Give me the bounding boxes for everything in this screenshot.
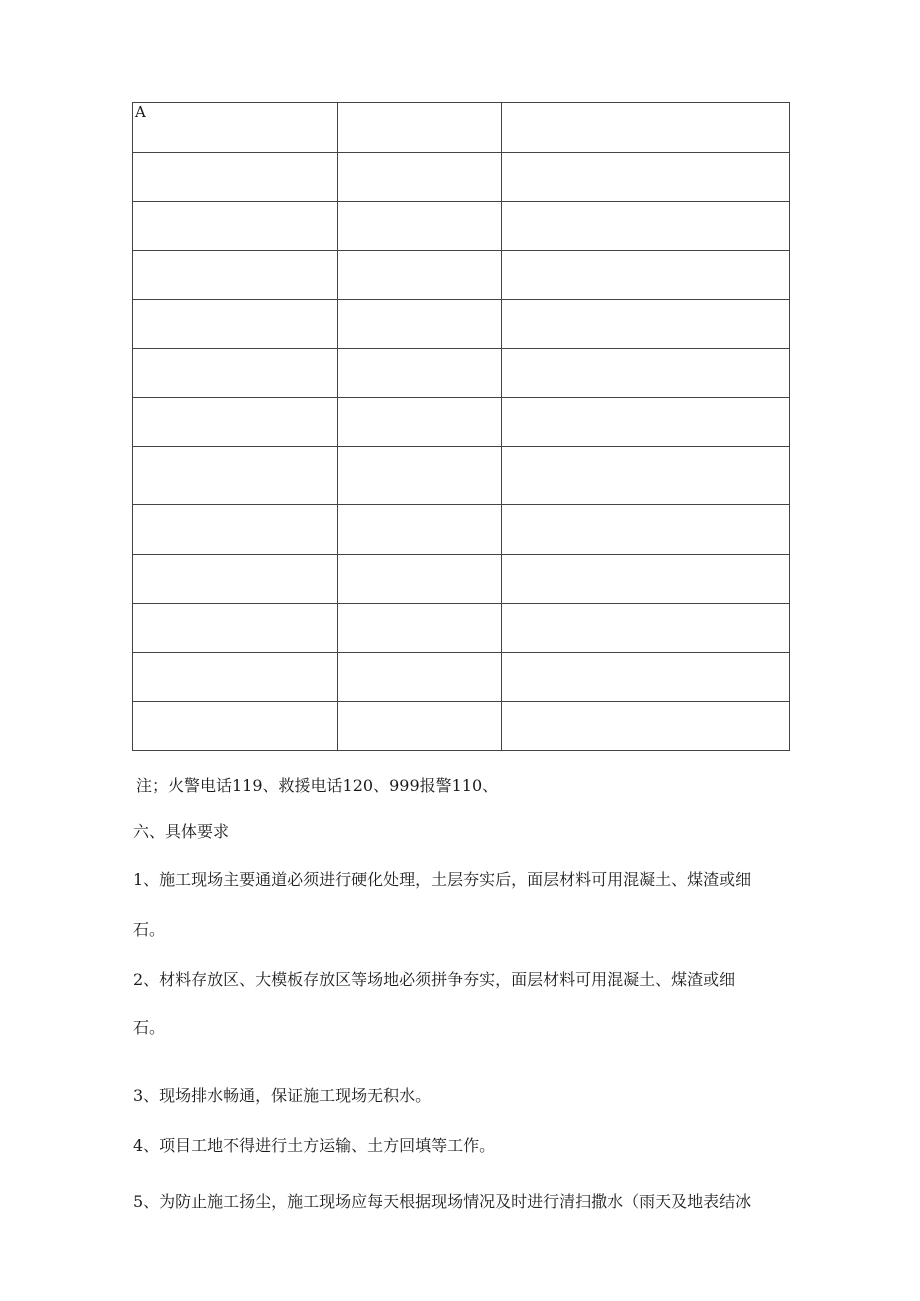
table-cell <box>502 349 790 398</box>
table-cell <box>502 653 790 702</box>
table-row <box>133 447 790 505</box>
table-cell <box>338 604 502 653</box>
table-row <box>133 251 790 300</box>
table-cell <box>133 300 338 349</box>
table-cell <box>133 505 338 555</box>
table-cell <box>133 251 338 300</box>
table-cell <box>502 300 790 349</box>
table-cell <box>338 555 502 604</box>
table-row <box>133 202 790 251</box>
table-cell <box>133 398 338 447</box>
table-cell <box>133 153 338 202</box>
table-cell <box>338 300 502 349</box>
requirement-line: 1、施工现场主要通道必须进行硬化处理，土层夯实后，面层材料可用混凝土、煤渣或细 <box>133 870 752 889</box>
table-row <box>133 103 790 153</box>
table-cell <box>133 555 338 604</box>
section-title: 六、具体要求 <box>133 822 230 841</box>
table-row <box>133 300 790 349</box>
table-cell <box>502 202 790 251</box>
table-cell <box>502 702 790 751</box>
table-row <box>133 505 790 555</box>
table-cell <box>338 103 502 153</box>
requirement-line: 5、为防止施工扬尘，施工现场应每天根据现场情况及时进行清扫撒水（雨天及地表结冰 <box>133 1192 752 1211</box>
table-row <box>133 653 790 702</box>
table-row <box>133 349 790 398</box>
table-row <box>133 555 790 604</box>
table-cell <box>338 153 502 202</box>
table-cell <box>338 505 502 555</box>
table-row <box>133 604 790 653</box>
table-cell <box>338 251 502 300</box>
table-cell: A <box>133 103 338 153</box>
contact-table <box>132 102 790 751</box>
table-cell <box>338 447 502 505</box>
table-cell <box>502 153 790 202</box>
table-row <box>133 398 790 447</box>
table-cell <box>502 103 790 153</box>
table-cell <box>502 251 790 300</box>
table-cell <box>338 702 502 751</box>
table-cell <box>133 349 338 398</box>
table-cell <box>133 702 338 751</box>
requirement-line: 4、项目工地不得进行土方运输、土方回填等工作。 <box>133 1136 496 1155</box>
table-row <box>133 153 790 202</box>
table-cell <box>133 447 338 505</box>
table-cell <box>133 202 338 251</box>
table-cell <box>338 349 502 398</box>
table-cell <box>502 505 790 555</box>
requirement-line: 2、材料存放区、大模板存放区等场地必须拼争夯实，面层材料可用混凝土、煤渣或细 <box>133 970 736 989</box>
table-row <box>133 702 790 751</box>
table-cell <box>502 447 790 505</box>
requirement-line: 石。 <box>133 920 166 939</box>
table-cell <box>133 653 338 702</box>
table-cell <box>133 604 338 653</box>
table-cell <box>502 604 790 653</box>
table-cell <box>338 202 502 251</box>
table-cell <box>502 555 790 604</box>
table-cell <box>338 653 502 702</box>
requirement-line: 石。 <box>133 1018 166 1037</box>
table-cell <box>338 398 502 447</box>
requirement-line: 3、现场排水畅通，保证施工现场无积水。 <box>133 1086 432 1105</box>
table-cell <box>502 398 790 447</box>
emergency-phone-note: 注；火警电话119、救援电话120、999报警110、 <box>136 776 499 795</box>
